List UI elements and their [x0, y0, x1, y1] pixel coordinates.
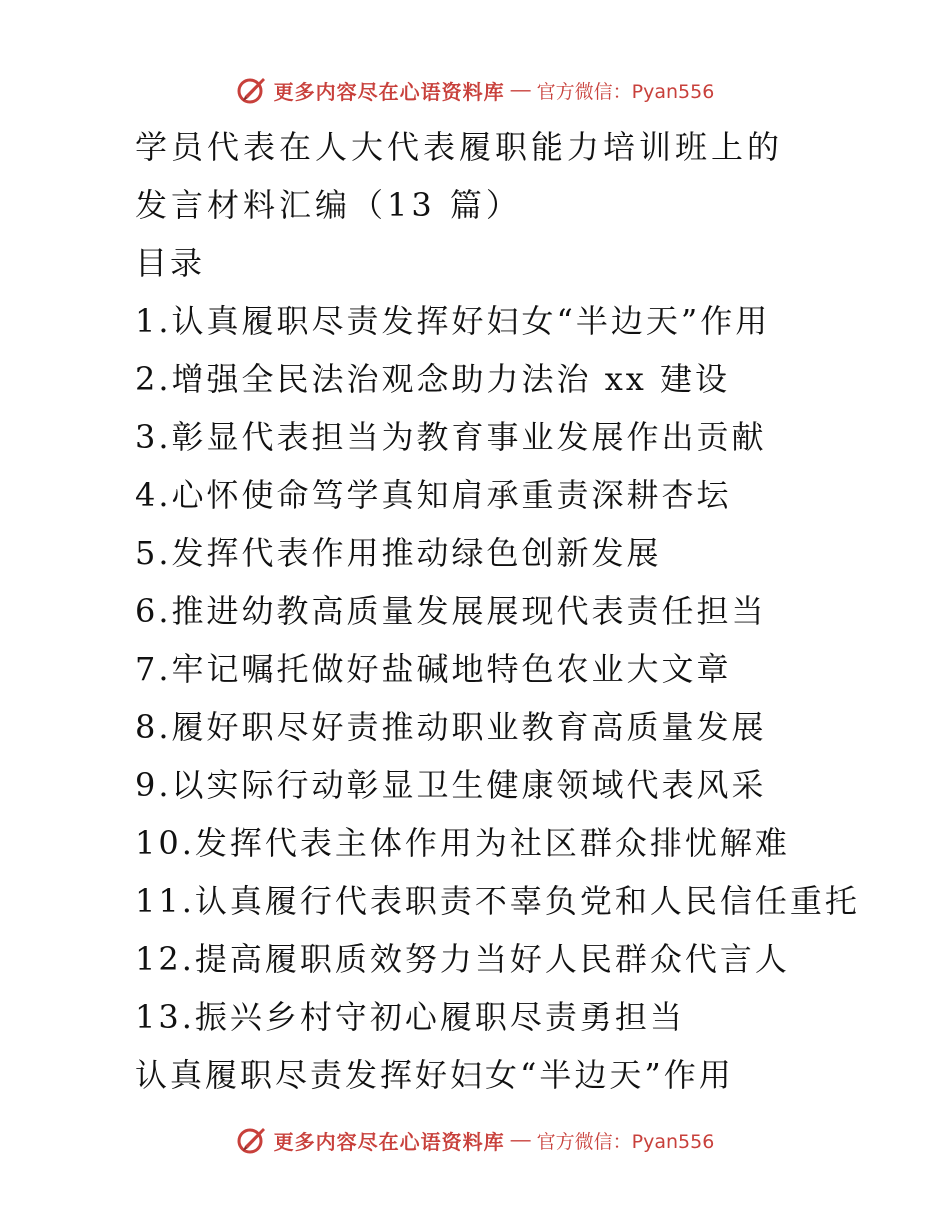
toc-list: [135, 292, 895, 1046]
document-title-line-1: 学员代表在人大代表履职能力培训班上的: [135, 128, 784, 166]
toc-item: 5.发挥代表作用推动绿色创新发展: [135, 534, 662, 572]
toc-item: 12.提高履职质效努力当好人民群众代言人: [135, 940, 790, 978]
watermark-text: 更多内容尽在心语资料库: [273, 1129, 505, 1154]
toc-item: 11.认真履行代表职责不辜负党和人民信任重托: [135, 882, 860, 920]
watermark-separator: —: [510, 78, 531, 101]
toc-item: 10.发挥代表主体作用为社区群众排忧解难: [135, 824, 790, 862]
toc-item: 2.增强全民法治观念助力法治 xx 建设: [135, 360, 730, 398]
watermark-wechat: 官方微信：Pyan556: [536, 80, 715, 103]
footer-watermark: [0, 1120, 950, 1160]
toc-item: 4.心怀使命笃学真知肩承重责深耕杏坛: [135, 476, 732, 514]
header-watermark: [0, 70, 950, 110]
toc-item: 8.履好职尽好责推动职业教育高质量发展: [135, 708, 767, 746]
toc-item: 7.牢记嘱托做好盐碱地特色农业大文章: [135, 650, 732, 688]
document-body: [135, 118, 895, 1104]
toc-item: 9.以实际行动彰显卫生健康领域代表风采: [135, 766, 767, 804]
toc-heading: 目录: [135, 244, 206, 282]
document-title-line-2: 发言材料汇编（13 篇）: [135, 186, 522, 224]
toc-item: 6.推进幼教高质量发展展现代表责任担当: [135, 592, 767, 630]
watermark-separator: —: [510, 1128, 531, 1151]
toc-item: 1.认真履职尽责发挥好妇女“半边天”作用: [135, 302, 771, 340]
watermark-text: 更多内容尽在心语资料库: [273, 79, 505, 104]
watermark-wechat: 官方微信：Pyan556: [536, 1130, 715, 1153]
quill-seal-icon: [236, 1124, 268, 1156]
toc-item: 13.振兴乡村守初心履职尽责勇担当: [135, 998, 685, 1036]
quill-seal-icon: [236, 74, 268, 106]
section-heading: 认真履职尽责发挥好妇女“半边天”作用: [135, 1056, 734, 1094]
toc-item: 3.彰显代表担当为教育事业发展作出贡献: [135, 418, 767, 456]
